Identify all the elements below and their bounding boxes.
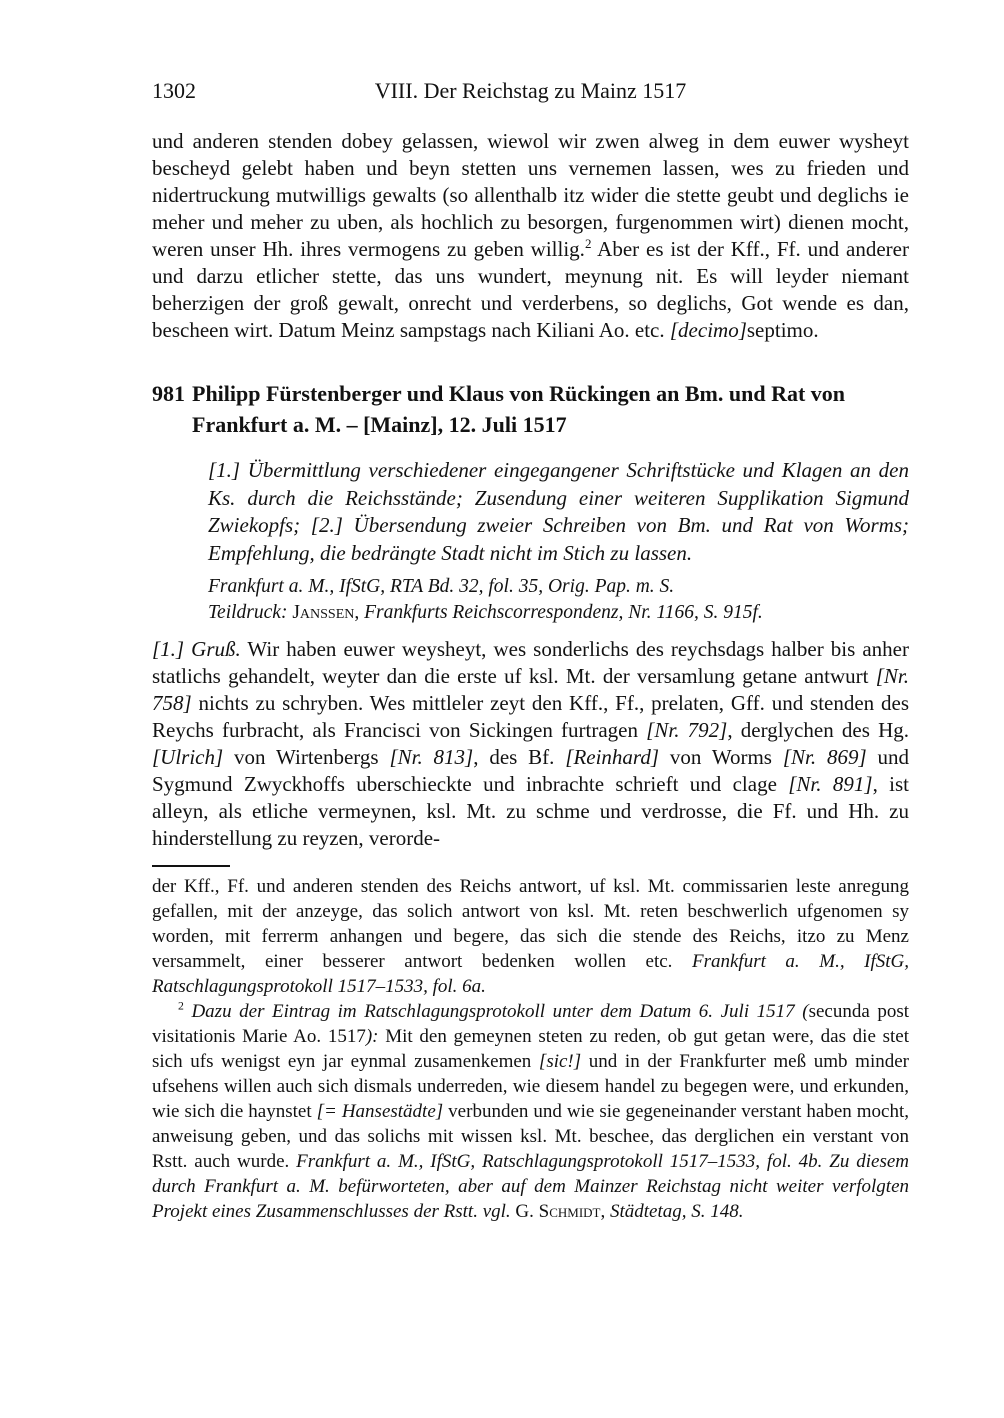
text-segment: septimo.	[746, 318, 819, 342]
text-segment: verbunden und wie sie gegeneinander verstant haben mocht, anweisung geben, und das solichs mit wissen ksl. Mt. beschee, das derglichen ein verstant von Rstt. auch wurde.	[152, 1101, 909, 1172]
text-segment: 2	[178, 999, 184, 1013]
text-segment: 2	[584, 236, 592, 251]
entry-body-paragraph	[152, 636, 909, 852]
text-segment: Wir haben euwer weysheyt, wes sonderlichs des reychsdags halber bis anher statlichs gehandelt, weyter dan die erste uf ksl. Mt. der versamlung getane antwurt	[152, 637, 909, 688]
text-segment: , ist alleyn, als etliche vermeynen, ksl. Mt. zu schme und verdrosse, die Ff. und Hh. zu hinderstellung zu reyzen, verorde-	[152, 772, 910, 850]
text-segment: von Worms	[659, 745, 783, 769]
page-number: 1302	[152, 78, 196, 103]
text-segment: ,	[600, 1201, 610, 1222]
running-head-title: VIII. Der Reichstag zu Mainz 1517	[374, 78, 687, 103]
text-segment: [Nr. 758]	[152, 664, 909, 715]
entry-summary: [1.] Übermittlung verschiedener eingegangener Schriftstücke und Klagen an den Ks. durch die Reichsstände; Zusendung einer weiteren Supplikation Sigmund Zwiekopfs; [2.] Übersendung zweier Schreiben von Bm. und Rat von Worms; Empfehlung, die bedrängte Stadt nicht im Stich zu lassen.	[208, 458, 909, 565]
text-segment: Schmidt	[538, 1201, 601, 1222]
text-segment: Janssen	[292, 602, 355, 623]
entry-print-line	[208, 600, 909, 626]
text-segment: Mit den gemeynen steten zu reden, ob gut getan were, das die stet sich ufs wenigst eyn jar eynmal zusamenkemen	[152, 1026, 910, 1072]
continuation-paragraph	[152, 128, 909, 344]
entry-981	[152, 378, 909, 852]
text-segment: [= Hansestädte]	[316, 1101, 444, 1122]
text-segment: und in der Frankfurter meß umb minder ufsehens willen auch sich dismals underreden, wie diesem handel zu begegen were, und erkunden, wie sich die haynstet	[152, 1051, 909, 1122]
text-segment: G.	[510, 1201, 539, 1222]
text-segment: , des Bf.	[473, 745, 566, 769]
entry-title: Philipp Fürstenberger und Klaus von Rückingen an Bm. und Rat von Frankfurt a. M. – [Mainz], 12. Juli 1517	[192, 381, 846, 437]
text-segment: ,	[354, 602, 365, 623]
running-header	[152, 78, 909, 104]
footnote-1-continuation	[152, 874, 909, 999]
text-segment: secunda post visitationis Marie Ao. 1517	[152, 1001, 909, 1047]
text-segment: [Nr. 792]	[646, 718, 728, 742]
text-segment: Städtetag, S. 148.	[610, 1201, 744, 1222]
text-segment: und anderen stenden dobey gelassen, wiewol wir zwen alweg in dem euwer wysheyt bescheyd gelebt haben und beyn stetten uns vernemen lassen, wes zu frieden und nidertruckung mutwilligs gewalts (so allenthalb itz wider die stette geubt und deglichs ie meher und meher zu uben, als hochlich zu besorgen, furgenommen wirt) dienen mocht, weren unser Hh. ihres vermogens zu geben willig.	[152, 129, 909, 261]
text-segment: [decimo]	[669, 318, 747, 342]
text-segment: nichts zu schryben. Wes mittleler zeyt den Kff., Ff., prelaten, Gff. und stenden des Reychs furbracht, als Francisci von Sickingen furtragen	[152, 691, 909, 742]
text-segment: [Nr. 891]	[788, 772, 873, 796]
text-segment: [Ulrich]	[152, 745, 224, 769]
text-segment: Aber es ist der Kff., Ff. und anderer und darzu etlicher stette, das uns wundert, meynung nit. Es will leyder niemant beherzigen der groß gewalt, onrecht und verderbens, so deglichs, Got wende es dan, bescheen wirt. Datum Meinz sampstags nach Kiliani Ao. etc.	[152, 237, 909, 342]
footnote-separator-rule	[152, 865, 230, 867]
text-segment: Frankfurts Reichscorrespondenz, Nr. 1166, S. 915f.	[364, 602, 763, 623]
entry-number: 981	[152, 381, 185, 406]
text-segment: ):	[365, 1026, 379, 1047]
entry-source-line: Frankfurt a. M., IfStG, RTA Bd. 32, fol. 35, Orig. Pap. m. S.	[208, 576, 675, 597]
text-segment: , derglychen des Hg.	[727, 718, 909, 742]
text-segment: der Kff., Ff. und anderen stenden des Reichs antwort, uf ksl. Mt. commissarien leste anregung gefallen, mit der anzeyge, das solich antwort von ksl. Mt. reten beschwerlich ufgenomen sy worden, mit ferrerm anhangen und begere, das sich die stende des Reichs, itzo zu Menz versammelt, einer besserer antwort bedenken wollen etc.	[152, 876, 909, 972]
footnote-2	[152, 999, 909, 1224]
footnotes	[152, 865, 909, 1224]
text-segment: Teildruck:	[208, 602, 293, 623]
text-segment: Dazu der Eintrag im Ratschlagungsprotokoll unter dem Datum 6. Juli 1517 (	[183, 1001, 809, 1022]
text-segment: [Reinhard]	[565, 745, 660, 769]
text-segment: und Sygmund Zwyckhoffs uberschieckte und inbrachte schrieft und clage	[152, 745, 909, 796]
text-segment: Frankfurt a. M., IfStG, Ratschlagungsprotokoll 1517–1533, fol. 6a.	[152, 951, 909, 997]
entry-heading	[152, 378, 909, 440]
text-segment: [Nr. 869]	[782, 745, 867, 769]
text-segment: [sic!]	[538, 1051, 582, 1072]
text-segment: von Wirtenbergs	[223, 745, 390, 769]
text-segment: [Nr. 813]	[389, 745, 474, 769]
text-segment: Frankfurt a. M., IfStG, Ratschlagungsprotokoll 1517–1533, fol. 4b. Zu diesem durch Frankfurt a. M. befürworteten, aber auf dem Mainzer Reichstag nicht weiter verfolgten Projekt eines Zusammenschlusses der Rstt. vgl.	[152, 1151, 909, 1222]
text-segment: [1.] Gruß.	[152, 637, 241, 661]
text-block	[152, 78, 909, 1224]
